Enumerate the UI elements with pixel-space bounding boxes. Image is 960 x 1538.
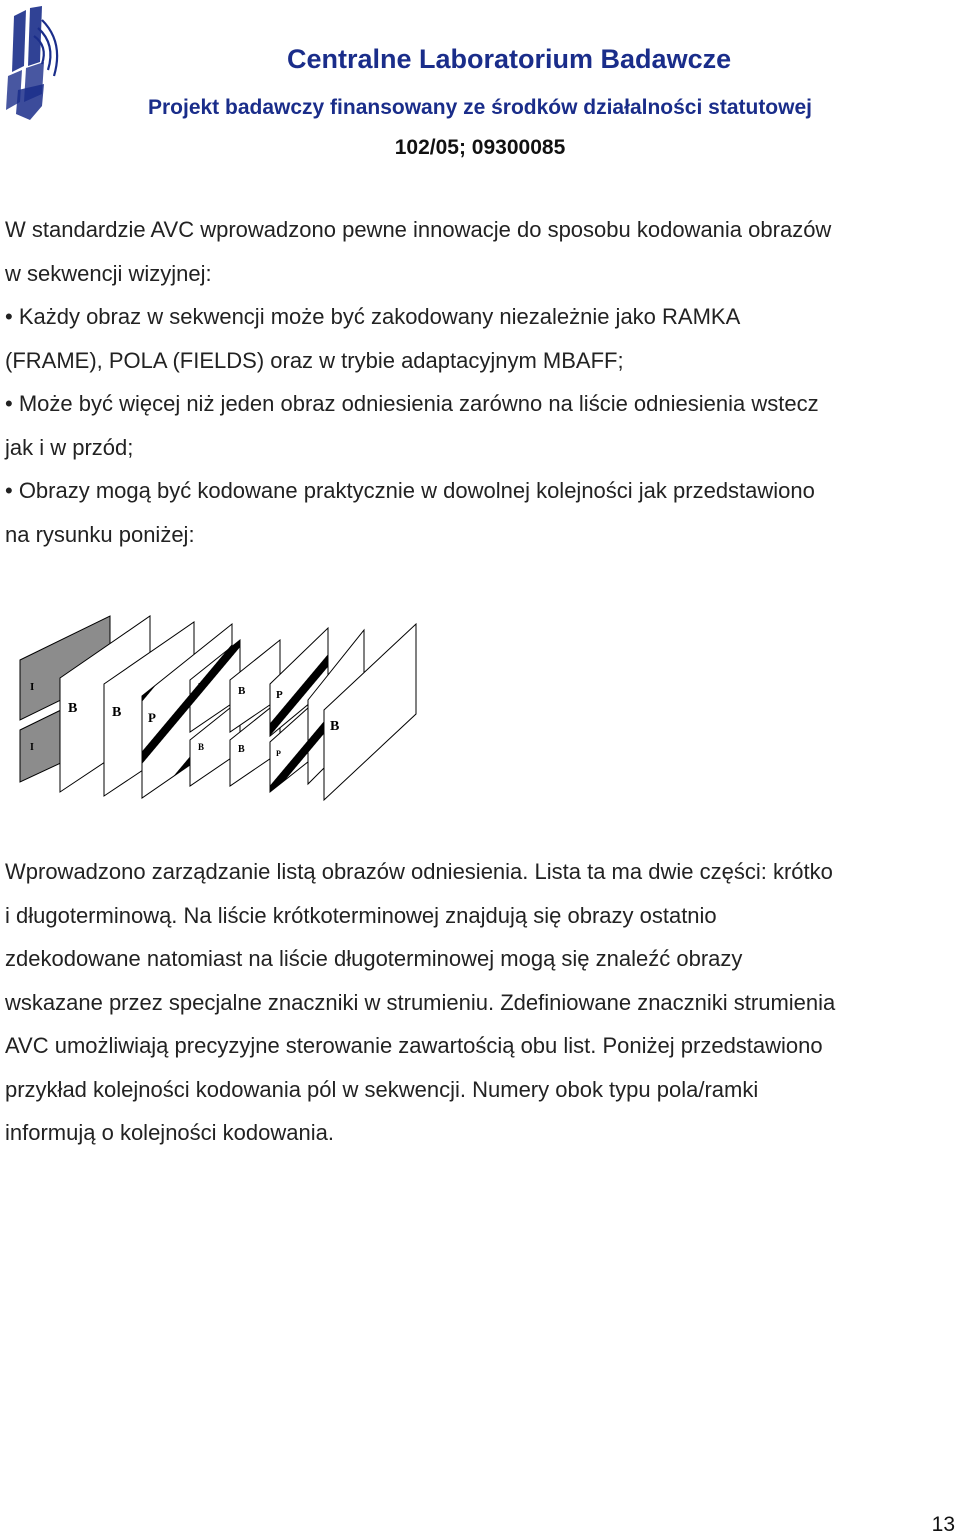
bullet-line: jak i w przód; [5, 434, 134, 460]
label-b5: B [238, 685, 246, 697]
label-b-last: B [330, 719, 340, 734]
body-line: i długoterminową. Na liście krótkoterminowej znajdują się obrazy ostatnio [5, 902, 717, 928]
body-line: Wprowadzono zarządzanie listą obrazów odniesienia. Lista ta ma dwie części: krótko [5, 859, 833, 884]
label-i-top: I [30, 681, 35, 693]
bullet-line: • Obrazy mogą być kodowane praktycznie w dowolnej kolejności jak przedstawiono [5, 478, 815, 503]
bullet-line: (FRAME), POLA (FIELDS) oraz w trybie adaptacyjnym MBAFF; [5, 347, 624, 373]
body-line: AVC umożliwiają precyzyjne sterowanie zawartością obu list. Poniżej przedstawiono [5, 1033, 823, 1058]
bullet-line: • Każdy obraz w sekwencji może być zakodowany niezależnie jako RAMKA [5, 304, 741, 329]
body-line: informują o kolejności kodowania. [5, 1120, 334, 1145]
page-title: Centralne Laboratorium Badawcze [287, 44, 732, 74]
b-frame-last [324, 624, 416, 800]
intro-line: W standardzie AVC wprowadzono pewne innowacje do sposobu kodowania obrazów [5, 217, 832, 242]
label-i-bottom: I [30, 742, 34, 753]
label-p3: P [276, 749, 281, 758]
page-subtitle: Projekt badawczy finansowany ze środków działalności statutowej [147, 96, 812, 119]
label-b4: B [198, 742, 205, 752]
body-text [5, 850, 955, 1155]
project-code: 102/05; 09300085 [394, 136, 566, 159]
body-line: przykład kolejności kodowania pól w sekwencji. Numery obok typu pola/ramki [5, 1076, 759, 1102]
page-number: 13 [931, 1513, 955, 1536]
label-b1: B [68, 701, 78, 716]
bullet-line: na rysunku poniżej: [5, 521, 195, 547]
body-line: zdekodowane natomiast na liście długoterminowej mogą się znaleźć obrazy [5, 946, 743, 971]
intro-text [5, 208, 955, 556]
bullet-line: • Może być więcej niż jeden obraz odniesienia zarówno na liście odniesienia wstecz [5, 391, 819, 416]
body-line: wskazane przez specjalne znaczniki w strumieniu. Zdefiniowane znaczniki strumienia [5, 989, 836, 1015]
label-b3: B [198, 682, 205, 693]
label-p2: P [276, 689, 283, 701]
label-b6: B [238, 744, 245, 755]
intro-line: w sekwencji wizyjnej: [5, 260, 212, 286]
frame-coding-diagram [8, 600, 428, 805]
label-b2: B [112, 705, 122, 720]
label-p1: P [148, 710, 156, 725]
